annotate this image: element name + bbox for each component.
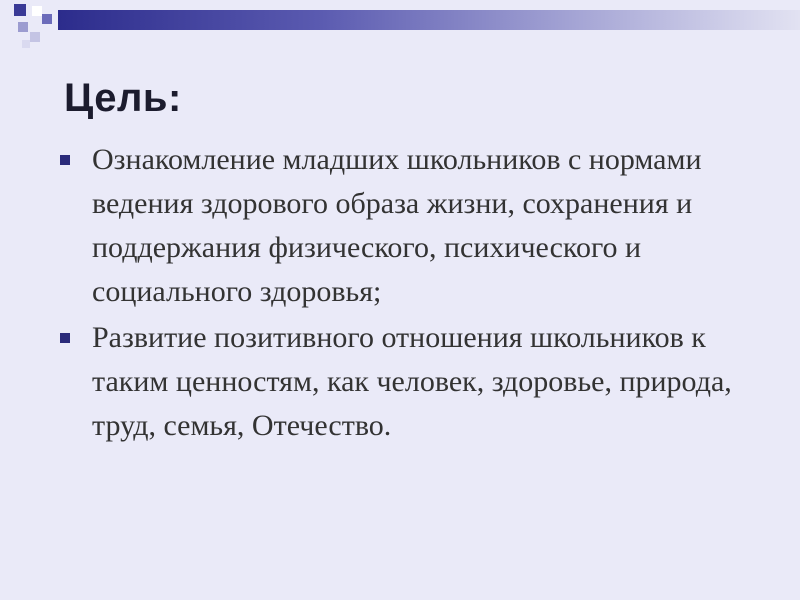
- decorative-square: [32, 6, 42, 16]
- decorative-square: [42, 14, 52, 24]
- decorative-square: [30, 32, 40, 42]
- bullet-text: Ознакомление младших школьников с нормами ведения здорового образа жизни, сохранения и поддержания физического, психического и социального здоровья;: [92, 143, 702, 308]
- square-bullet-icon: [60, 155, 70, 165]
- decorative-square: [18, 22, 28, 32]
- bullet-text: Развитие позитивного отношения школьников к таким ценностям, как человек, здоровье, природа, труд, семья, Отечество.: [92, 321, 732, 442]
- decorative-square: [14, 4, 26, 16]
- decorative-square: [22, 40, 30, 48]
- square-bullet-icon: [60, 333, 70, 343]
- slide-title: Цель:: [64, 76, 182, 120]
- bullet-list: [58, 138, 748, 450]
- header-gradient-bar: [58, 10, 800, 30]
- bullet-item: [58, 138, 748, 314]
- bullet-item: [58, 316, 748, 448]
